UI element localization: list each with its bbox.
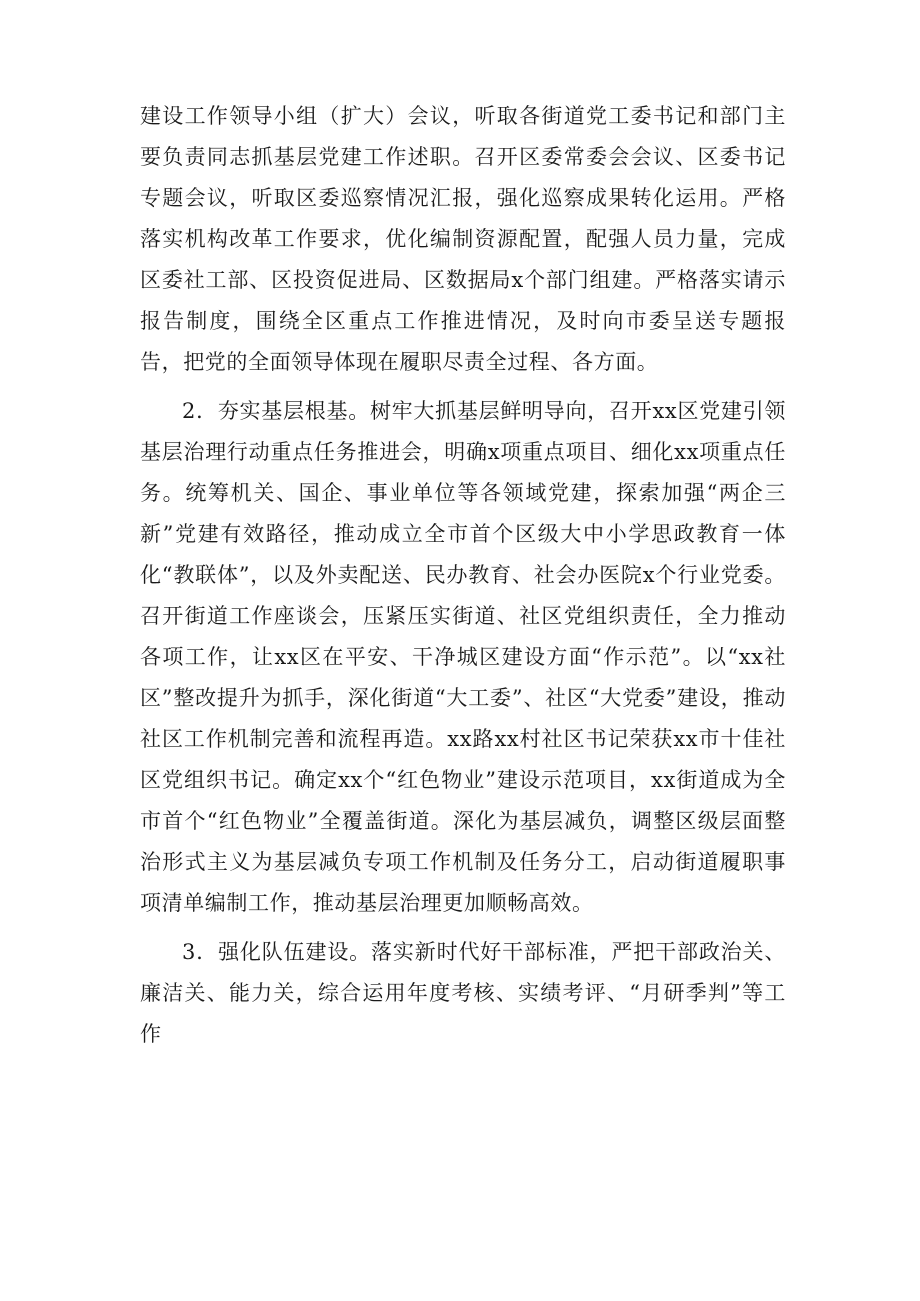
paragraph-grassroots: 2．夯实基层根基。树牢大抓基层鲜明导向，召开xx区党建引领基层治理行动重点任务推进会，明确x项重点项目、细化xx项重点任务。统筹机关、国企、事业单位等各领域党建，探索加强“两企三新”党建有效路径，推动成立全市首个区级大中小学思政教育一体化“教联体”，以及外卖配送、民办教育、社会办医院x个行业党委。召开街道工作座谈会，压紧压实街道、社区党组织责任，全力推动各项工作，让xx区在平安、干净城区建设方面“作示范”。以“xx社区”整改提升为抓手，深化街道“大工委”、社区“大党委”建设，推动社区工作机制完善和流程再造。xx路xx村社区书记荣获xx市十佳社区党组织书记。确定xx个“红色物业”建设示范项目，xx街道成为全市首个“红色物业”全覆盖街道。深化为基层减负，调整区级层面整治形式主义为基层减负专项工作机制及任务分工，启动街道履职事项清单编制工作，推动基层治理更加顺畅高效。	[140, 399, 786, 915]
paragraph-spacer	[140, 924, 786, 932]
paragraph-team-building: 3．强化队伍建设。落实新时代好干部标准，严把干部政治关、廉洁关、能力关，综合运用年度考核、实绩考评、“月研季判”等工作	[140, 940, 786, 1046]
paragraph-leadership: 建设工作领导小组（扩大）会议，听取各街道党工委书记和部门主要负责同志抓基层党建工作述职。召开区委常委会会议、区委书记专题会议，听取区委巡察情况汇报，强化巡察成果转化运用。严格落实机构改革工作要求，优化编制资源配置，配强人员力量，完成区委社工部、区投资促进局、区数据局x个部门组建。严格落实请示报告制度，围绕全区重点工作推进情况，及时向市委呈送专题报告，把党的全面领导体现在履职尽责全过程、各方面。	[140, 104, 786, 374]
document-body	[140, 96, 786, 1055]
paragraph-spacer	[140, 383, 786, 391]
